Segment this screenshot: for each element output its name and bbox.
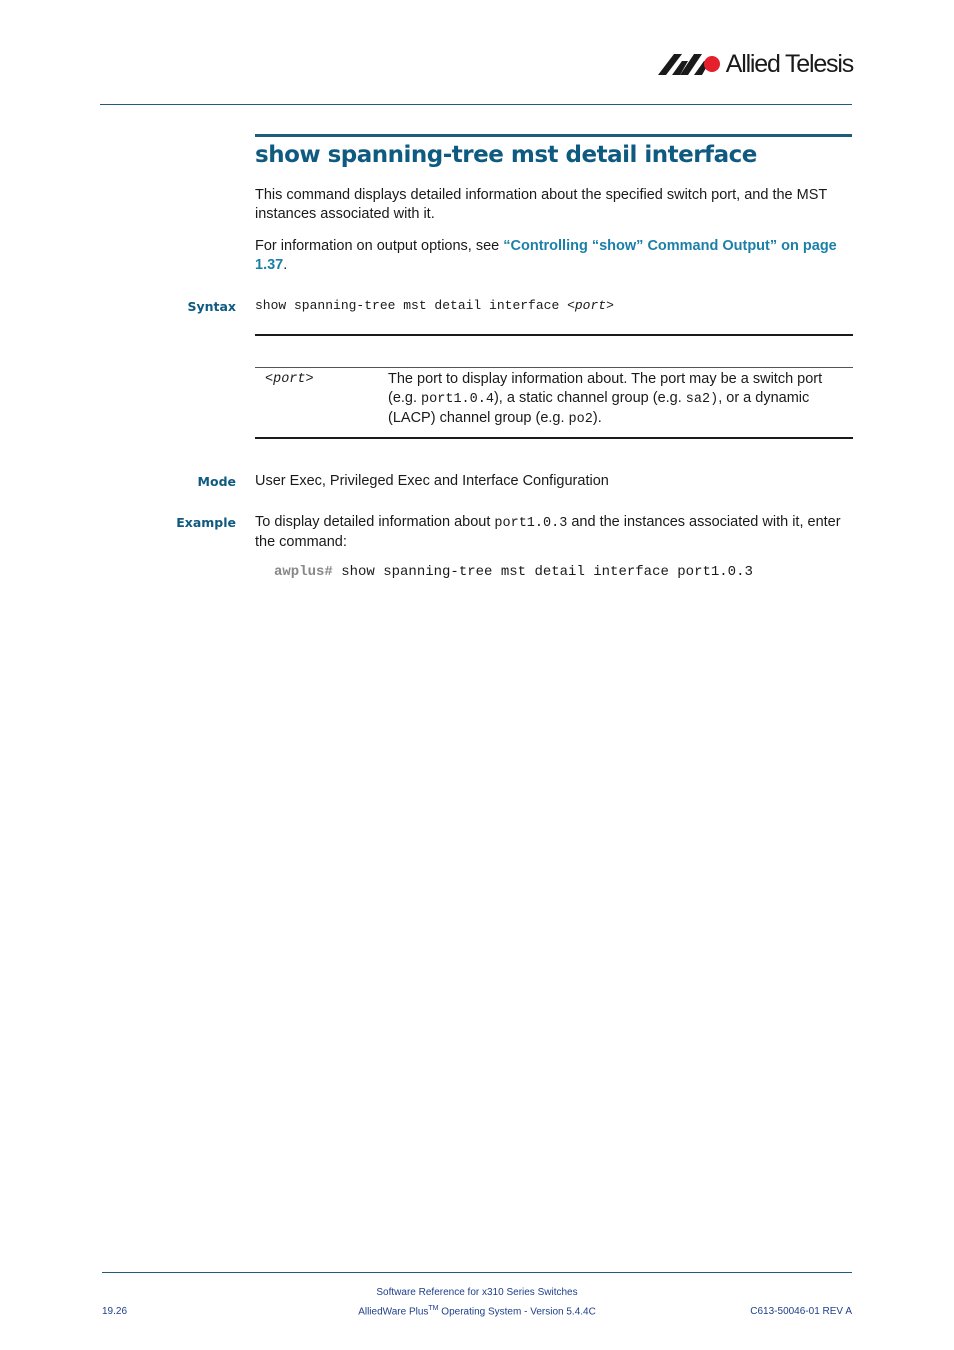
allied-telesis-logo-icon: [658, 51, 722, 77]
param-table-header-rule: [255, 367, 853, 368]
mode-label: Mode: [197, 474, 236, 489]
info-suffix: .: [283, 257, 288, 273]
example-code: port1.0.3: [494, 516, 568, 531]
example-command: [274, 564, 753, 580]
param-desc-4: ).: [592, 410, 602, 426]
syntax-label: Syntax: [187, 299, 236, 314]
param-name-text: port: [273, 372, 306, 387]
param-lt: <: [265, 372, 274, 387]
footer-trademark: TM: [428, 1305, 439, 1312]
footer-os-version: Operating System - Version 5.4.4C: [438, 1306, 596, 1318]
logo-text: Allied Telesis: [725, 50, 853, 78]
footer-rule: [102, 1272, 852, 1273]
param-table-top-rule: [255, 334, 853, 336]
example-text-1: To display detailed information about: [255, 514, 495, 530]
syntax-param-lt: <: [567, 298, 575, 313]
output-options-link[interactable]: “Controlling “show” Command Output” on page 1.37: [255, 238, 837, 273]
example-text-2: and the instances associated with it, enter the command:: [255, 514, 841, 550]
company-logo: [658, 50, 853, 78]
param-name-port: [265, 372, 314, 387]
param-desc-3: , or a dynamic (LACP) channel group (e.g.: [388, 390, 810, 426]
example-label: Example: [176, 515, 236, 530]
header-rule: [100, 104, 852, 105]
syntax-command-text: show spanning-tree mst detail interface: [255, 298, 568, 313]
document-code: C613-50046-01 REV A: [750, 1306, 852, 1317]
example-prompt: awplus#: [274, 564, 333, 580]
syntax-param-gt: >: [606, 298, 614, 313]
mode-text: User Exec, Privileged Exec and Interface Configuration: [255, 473, 609, 489]
param-desc-2: ), a static channel group (e.g.: [493, 390, 686, 406]
info-prefix: For information on output options, see: [255, 238, 504, 254]
page-title: show spanning-tree mst detail interface: [255, 142, 757, 168]
info-paragraph: [255, 237, 853, 275]
intro-paragraph: This command displays detailed information about the specified switch port, and the MST instances associated with it.: [255, 187, 827, 222]
param-code-2: sa2): [685, 392, 719, 407]
param-gt: >: [305, 372, 314, 387]
footer-title: Software Reference for x310 Series Switches: [376, 1287, 578, 1298]
syntax-command: [255, 298, 614, 313]
example-text: [255, 513, 853, 552]
example-command-text: show spanning-tree mst detail interface port1.0.3: [332, 564, 753, 580]
footer-product: AlliedWare Plus: [358, 1306, 429, 1318]
param-description: [388, 370, 852, 429]
page-number: 19.26: [102, 1306, 128, 1317]
title-bar: [255, 134, 852, 137]
param-code-3: po2: [568, 412, 593, 427]
param-desc-1: The port to display information about. The port may be a switch port (e.g.: [388, 371, 823, 406]
param-table-bottom-rule: [255, 437, 853, 439]
param-code-1: port1.0.4: [421, 392, 494, 407]
syntax-param: port: [574, 298, 607, 313]
